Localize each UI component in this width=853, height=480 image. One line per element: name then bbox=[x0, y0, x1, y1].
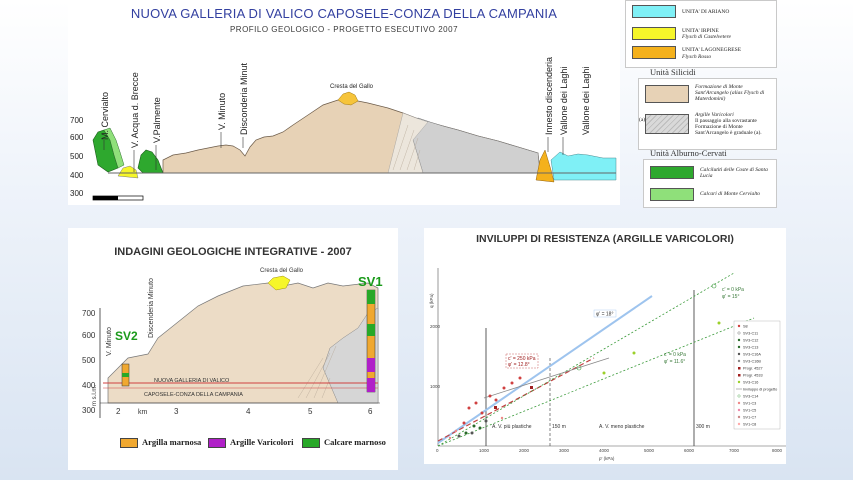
y-tick-400: 400 bbox=[70, 171, 84, 180]
br-y-axis-label: q (kPa) bbox=[429, 293, 434, 308]
legend-lagonegrese-1: UNITA' LAGONEGRESE bbox=[682, 47, 742, 53]
bl-y-500: 500 bbox=[82, 356, 96, 365]
envelope-title: INVILUPPI DI RESISTENZA (ARGILLE VARICOLORI) bbox=[476, 233, 734, 245]
legend-ariano: UNITA' DI ARIANO bbox=[682, 9, 730, 15]
legend-calcilutiti-1: Calcilutiti delle Coste di Santa bbox=[700, 167, 768, 173]
y-tick-700: 700 bbox=[70, 116, 84, 125]
bl-tunnel-1: NUOVA GALLERIA DI VALICO bbox=[154, 378, 230, 384]
legend-calcari: Calcari di Monte Cervialto bbox=[700, 191, 761, 197]
br-x-8000: 8000 bbox=[772, 448, 783, 453]
svg-text:Progr. 4533: Progr. 4533 bbox=[743, 373, 763, 378]
legend-varicolori-1: Argille Varicolori bbox=[695, 112, 734, 118]
envelope-progetto bbox=[484, 358, 609, 398]
svg-text:Inviluppo di progetto: Inviluppo di progetto bbox=[743, 387, 778, 392]
legend-silicidi-heading: Unità Silicidi bbox=[650, 67, 696, 77]
profile-subtitle: PROFILO GEOLOGICO - PROGETTO ESECUTIVO 2007 bbox=[229, 25, 459, 34]
bl-label-v-minuto: V. Minuto bbox=[106, 327, 113, 356]
label-cresta-del-gallo: Cresta del Gallo bbox=[330, 84, 374, 90]
investigations-title: INDAGINI GEOLOGICHE INTEGRATIVE - 2007 bbox=[114, 246, 352, 258]
svg-text:SV3-C16: SV3-C16 bbox=[743, 380, 759, 385]
legend-calcilutiti-2: Lucia bbox=[700, 173, 713, 179]
swatch-ariano bbox=[632, 5, 676, 18]
ann-phi18: φ' = 18° bbox=[596, 311, 614, 318]
envelope-drawing bbox=[424, 228, 786, 464]
ann-300m: 300 m bbox=[696, 424, 710, 430]
label-disconderia-minut: Disconderia Minut bbox=[239, 62, 249, 135]
investigations-panel bbox=[68, 228, 398, 470]
label-vallone-laghi-1: Vallone dei Laghi bbox=[559, 66, 569, 135]
y-tick-300: 300 bbox=[70, 189, 84, 198]
bl-swatch-argille-varicolori bbox=[208, 438, 226, 448]
swatch-varicolori bbox=[645, 114, 689, 134]
svg-text:SV3-C13: SV3-C13 bbox=[743, 345, 759, 350]
bl-y-300: 300 bbox=[82, 406, 96, 415]
svg-text:SV3-C16B: SV3-C16B bbox=[743, 359, 761, 364]
svg-text:SV3-C16A: SV3-C16A bbox=[743, 352, 761, 357]
svg-text:SV3-C11: SV3-C11 bbox=[743, 331, 759, 336]
ann-meno-plastiche: A. V. meno plastiche bbox=[599, 424, 645, 430]
svg-text:SV1-C8: SV1-C8 bbox=[743, 422, 757, 427]
label-v-minuto: V. Minuto bbox=[217, 92, 227, 130]
bl-swatch-argilla-marnosa bbox=[120, 438, 138, 448]
bl-x-2: 2 bbox=[116, 407, 121, 416]
svg-text:Progr. 4527: Progr. 4527 bbox=[743, 366, 763, 371]
ann-piu-plastiche: A. V. più plastiche bbox=[492, 424, 532, 430]
bl-y-600: 600 bbox=[82, 331, 96, 340]
swatch-lagonegrese bbox=[632, 46, 676, 59]
bl-x-3: 3 bbox=[174, 407, 179, 416]
legend-varicolori-2: Il passaggio alla sovrastante bbox=[695, 118, 757, 124]
br-x-axis-label: p' (kPa) bbox=[599, 456, 615, 461]
legend-irpine-1: UNITA' IRPINE bbox=[682, 28, 719, 34]
br-x-7000: 7000 bbox=[729, 448, 740, 453]
br-y-2000: 2000 bbox=[430, 324, 441, 329]
bl-swatch-calcare-marnoso bbox=[302, 438, 320, 448]
profile-title: NUOVA GALLERIA DI VALICO CAPOSELE-CONZA DELLA CAMPANIA bbox=[130, 6, 558, 21]
bl-y-700: 700 bbox=[82, 309, 96, 318]
bl-x-6: 6 bbox=[368, 407, 373, 416]
svg-text:SV1-C3: SV1-C3 bbox=[743, 401, 757, 406]
ann-phi128: φ' = 12.8° bbox=[508, 362, 530, 368]
sv2-label: SV2 bbox=[115, 329, 138, 343]
swatch-irpine bbox=[632, 27, 676, 40]
label-v-palmente: V.Palmente bbox=[152, 97, 162, 143]
ann-c250: c' = 250 kPa bbox=[508, 356, 536, 362]
br-x-5000: 5000 bbox=[644, 448, 655, 453]
bl-y-400: 400 bbox=[82, 381, 96, 390]
irpine-patch bbox=[118, 166, 138, 178]
ariano-patch bbox=[551, 152, 616, 180]
legend-varicolori-3: Formazione di Monte bbox=[695, 124, 743, 130]
ann-c0-116-2: φ' = 11.6° bbox=[664, 359, 686, 365]
legend-varicolori-4: Sant'Arcangelo è graduale (a). bbox=[695, 130, 762, 136]
bl-x-4: 4 bbox=[246, 407, 251, 416]
bl-tunnel-2: CAPOSELE-CONZA DELLA CAMPANIA bbox=[144, 392, 243, 398]
br-x-4000: 4000 bbox=[599, 448, 610, 453]
bl-x-axis-label: km bbox=[138, 409, 148, 416]
geological-profile-panel bbox=[68, 0, 620, 205]
envelope-phi18 bbox=[438, 296, 652, 443]
legend-units-silicidi bbox=[638, 78, 777, 150]
legend-varicolori-mark: (a) bbox=[639, 117, 646, 123]
legend-monte-2: Sant'Arcangelo (alias Flysch di bbox=[695, 90, 765, 96]
swatch-monte bbox=[645, 85, 689, 103]
br-x-0: 0 bbox=[436, 448, 439, 453]
br-x-2000: 2000 bbox=[519, 448, 530, 453]
bl-legend-argilla-marnosa: Argilla marnosa bbox=[142, 437, 202, 447]
svg-text:SV3-C12: SV3-C12 bbox=[743, 338, 759, 343]
br-y-1000: 1000 bbox=[430, 384, 441, 389]
svg-text:SV1-C7: SV1-C7 bbox=[743, 415, 757, 420]
bl-label-discenderia: Discenderia Minuto bbox=[148, 278, 155, 338]
investigations-drawing bbox=[68, 228, 398, 470]
label-m-cervialto: M. Cervialto bbox=[100, 91, 110, 140]
ann-c0-116-1: c' = 0 kPa bbox=[664, 352, 686, 358]
label-innesto-discenderia: Innesto discenderia bbox=[544, 56, 554, 135]
sv1-column bbox=[367, 290, 375, 392]
legend-lagonegrese-2: Flysch Rosso bbox=[682, 54, 712, 60]
lagonegrese-patch bbox=[536, 150, 554, 182]
legend-irpine-2: Flysch di Castelvetere bbox=[682, 34, 731, 40]
legend-units-alburno bbox=[643, 159, 777, 208]
calcilutiti-mid bbox=[138, 150, 163, 173]
varicolori-formation bbox=[413, 118, 540, 173]
profile-drawing bbox=[68, 0, 620, 205]
label-v-acqua-brecce: V. Acqua d. Brecce bbox=[130, 72, 140, 148]
label-vallone-laghi-2: Vallone dei Laghi bbox=[581, 66, 591, 135]
bl-x-5: 5 bbox=[308, 407, 313, 416]
legend-units-top bbox=[625, 0, 777, 68]
br-x-6000: 6000 bbox=[684, 448, 695, 453]
legend-monte-1: Formazione di Monte bbox=[695, 84, 743, 90]
svg-text:SV1-C5: SV1-C5 bbox=[743, 408, 757, 413]
ann-150m: 150 m bbox=[552, 424, 566, 430]
bl-legend-calcare-marnoso: Calcare marnoso bbox=[324, 437, 386, 447]
swatch-calcilutiti bbox=[650, 166, 694, 179]
legend-alburno-heading: Unità Alburno-Cervati bbox=[650, 148, 727, 158]
resistance-envelope-panel bbox=[424, 228, 786, 464]
svg-text:S8: S8 bbox=[743, 324, 748, 329]
svg-text:SV3-C14: SV3-C14 bbox=[743, 394, 759, 399]
y-tick-600: 600 bbox=[70, 133, 84, 142]
swatch-calcari bbox=[650, 188, 694, 201]
bl-label-cresta: Cresta del Gallo bbox=[260, 268, 304, 274]
envelope-phi15 bbox=[438, 273, 734, 446]
y-tick-500: 500 bbox=[70, 152, 84, 161]
legend-monte-3: Materdomini) bbox=[695, 96, 726, 102]
ann-c0-15-1: c' = 0 kPa bbox=[722, 287, 744, 293]
ann-c0-15-2: φ' = 15° bbox=[722, 294, 740, 300]
bl-y-axis-label: m s.l.m. bbox=[92, 385, 98, 406]
br-x-1000: 1000 bbox=[479, 448, 490, 453]
bl-legend-argille-varicolori: Argille Varicolori bbox=[230, 437, 294, 447]
br-x-3000: 3000 bbox=[559, 448, 570, 453]
sv1-label: SV1 bbox=[358, 274, 383, 289]
